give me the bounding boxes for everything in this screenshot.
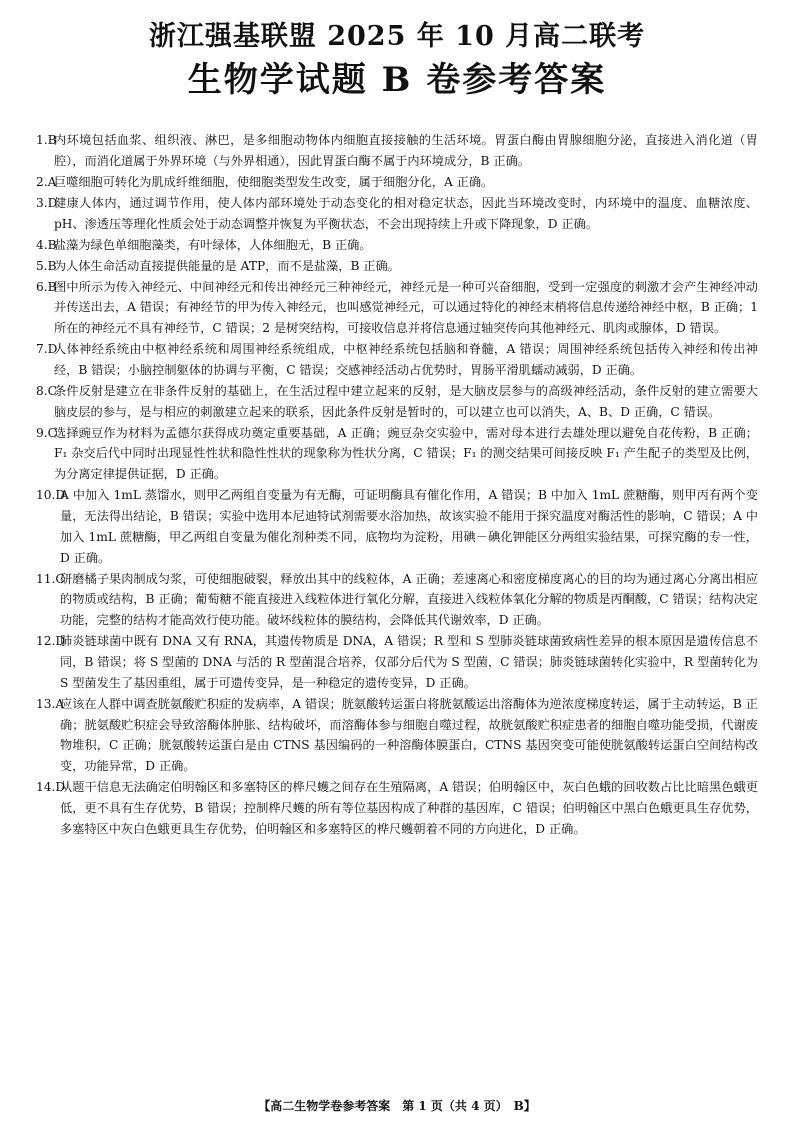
answer-number: 11.C	[36, 571, 65, 586]
answer-item-4	[36, 235, 758, 256]
answer-item-10	[36, 485, 758, 568]
answer-number: 5.B	[36, 258, 57, 273]
answer-text: 研磨橘子果肉制成匀浆，可使细胞破裂，释放出其中的线粒体，A 正确；差速离心和密度梯度离心的目的均为通过离心分离出相应的物质或结构，B 正确；葡萄糖不能直接进入线粒体进行氧化分解，直接进入线粒体氧化分解的物质是丙酮酸，C 错误；结构决定功能，完整的结构才能高效行使功能。破坏线粒体的膜结构，会降低其代谢效率，D 正确。	[60, 571, 758, 628]
answer-item-9	[36, 423, 758, 485]
answer-item-3	[36, 193, 758, 235]
answer-text: 选择豌豆作为材料为孟德尔获得成功奠定重要基础，A 正确；豌豆杂交实验中，需对母本进行去雄处理以避免自花传粉，B 正确；F₁ 杂交后代中同时出现显性性状和隐性性状的现象称为性状分离，C 错误；F₁ 的测交结果可间接反映 F₁ 产生配子的类型及比例，为分离定律提供证据，D 正确。	[54, 425, 758, 482]
answer-item-11	[36, 569, 758, 631]
answer-number: 12.D	[36, 634, 66, 649]
answer-text: 肺炎链球菌中既有 DNA 又有 RNA，其遗传物质是 DNA，A 错误；R 型和 S 型肺炎链球菌致病性差异的根本原因是遗传信息不同，B 错误；将 S 型菌的 DNA 与活的 R 型菌混合培养，仅部分后代为 S 型菌，C 错误；肺炎链球菌转化实验中，R 型菌转化为 S 型菌发生了基因重组，属于可遗传变异，是一种稳定的遗传变异，D 正确。	[60, 634, 758, 690]
answer-number: 8.C	[36, 383, 57, 398]
answer-number: 9.C	[36, 425, 57, 440]
answer-number: 10.D	[36, 488, 66, 503]
answer-text: 从题干信息无法确定伯明翰区和多塞特区的桦尺蠖之间存在生殖隔离，A 错误；伯明翰区中，灰白色蛾的回收数占比比暗黑色蛾更低，更不具有生存优势，B 错误；控制桦尺蠖的所有等位基因构成了种群的基因库，C 错误；伯明翰区中黑白色蛾更具生存优势，多塞特区中灰白色蛾更具生存优势，伯明翰区和多塞特区的桦尺蠖朝着不同的方向进化，D 正确。	[60, 780, 758, 836]
answer-number: 14.D	[36, 780, 66, 795]
answer-item-2	[36, 172, 758, 193]
answer-number: 1.B	[36, 133, 57, 147]
exam-title: 浙江强基联盟 2025 年 10 月高二联考	[148, 21, 646, 52]
answer-number: 2.A	[36, 174, 57, 189]
page-footer: 【高二生物学卷参考答案 第 1 页（共 4 页） B】	[258, 1099, 536, 1113]
answer-number: 3.D	[36, 195, 58, 210]
answer-text: 内环境包括血浆、组织液、淋巴，是多细胞动物体内细胞直接接触的生活环境。胃蛋白酶由胃腺细胞分泌，直接进入消化道（胃腔），而消化道属于外界环境（与外界相通），因此胃蛋白酶不属于内环境成分，B 正确。	[54, 133, 758, 168]
answer-item-14	[36, 777, 758, 839]
answer-title: 生物学试题 B 卷参考答案	[187, 60, 607, 100]
answer-text: 人体神经系统由中枢神经系统和周围神经系统组成，中枢神经系统包括脑和脊髓，A 错误；周围神经系统包括传入神经和传出神经，B 错误；小脑控制躯体的协调与平衡，C 错误；交感神经活动占优势时，胃肠平滑肌蠕动减弱，D 正确。	[54, 342, 758, 377]
answer-number: 4.B	[36, 237, 57, 252]
answer-text: 图中所示为传入神经元、中间神经元和传出神经元三种神经元，神经元是一种可兴奋细胞，受到一定强度的刺激才会产生神经冲动并传送出去，A 错误；有神经节的甲为传入神经元，也叫感觉神经元，可以通过特化的神经末梢将信息传递给神经中枢，B 正确；1 所在的神经元不具有神经节，C 错误；2 是树突结构，可接收信息并将信息通过轴突传向其他神经元、肌肉或腺体，D 错误。	[54, 279, 758, 336]
answer-item-6	[36, 277, 758, 339]
answer-text: A 中加入 1mL 蒸馏水，则甲乙两组自变量为有无酶，可证明酶具有催化作用，A 错误；B 中加入 1mL 蔗糖酶，则甲丙有两个变量，无法得出结论，B 错误；实验中选用本尼迪特试剂需要水浴加热，故该实验不能用于探究温度对酶活性的影响，C 错误；A 中加入 1mL 蔗糖酶，甲乙两组自变量为催化剂种类不同，底物均为淀粉，用碘－碘化钾能区分两组实验结果，可探究酶的专一性，D 正确。	[60, 488, 758, 565]
answer-item-12	[36, 631, 758, 693]
answer-number: 13.A	[36, 696, 65, 711]
answer-text: 健康人体内，通过调节作用，使人体内部环境处于动态变化的相对稳定状态，因此当环境改变时，内环境中的温度、血糖浓度、pH、渗透压等理化性质会处于动态调整并恢复为平衡状态，不会出现持续上升或下降现象，D 正确。	[54, 195, 758, 231]
answer-text: 应该在人群中调查胱氨酸贮积症的发病率，A 错误；胱氨酸转运蛋白将胱氨酸运出溶酶体为逆浓度梯度转运，属于主动转运，B 正确；胱氨酸贮积症会导致溶酶体肿胀、结构破坏，而溶酶体参与细胞自噬过程，故胱氨酸贮积症患者的细胞自噬功能受损，代谢废物堆积，C 正确；胱氨酸转运蛋白是由 CTNS 基因编码的一种溶酶体膜蛋白，CTNS 基因突变可能使胱氨酸转运蛋白空间结构改变，功能异常，D 正确。	[60, 696, 758, 774]
answer-text: 巨噬细胞可转化为肌成纤维细胞，使细胞类型发生改变，属于细胞分化，A 正确。	[54, 174, 494, 189]
answer-item-1	[36, 130, 758, 172]
answer-list	[36, 130, 758, 840]
answer-text: 为人体生命活动直接提供能量的是 ATP，而不是盐藻，B 正确。	[54, 258, 400, 273]
answer-item-8	[36, 381, 758, 423]
answer-item-13	[36, 694, 758, 777]
answer-text: 条件反射是建立在非条件反射的基础上，在生活过程中建立起来的反射，是大脑皮层参与的高级神经活动，条件反射的建立需要大脑皮层的参与，是与相应的刺激建立起来的联系，因此条件反射是暂时的，可以建立也可以消失，A、B、D 正确，C 错误。	[54, 383, 758, 419]
answer-text: 盐藻为绿色单细胞藻类，有叶绿体，人体细胞无，B 正确。	[54, 237, 372, 252]
answer-item-5	[36, 256, 758, 277]
answer-number: 7.D	[36, 342, 58, 357]
answer-item-7	[36, 339, 758, 381]
answer-number: 6.B	[36, 279, 57, 294]
